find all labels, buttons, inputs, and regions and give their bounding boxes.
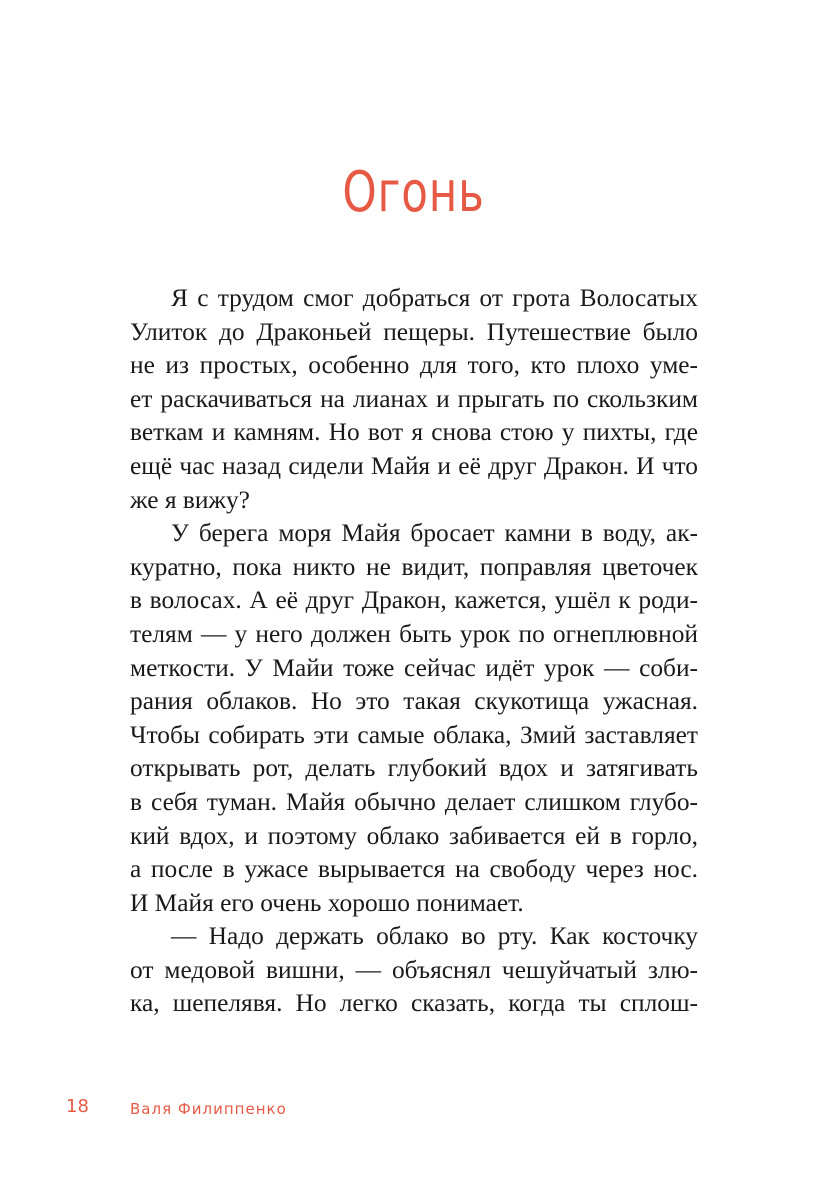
text-line: — Надо держать облако во рту. Как косточку bbox=[171, 922, 698, 951]
text-line: ка, шепелявя. Но легко сказать, когда ты сплош- bbox=[130, 989, 698, 1018]
author-name: Валя Филиппенко bbox=[130, 1100, 287, 1118]
text-line: веткам и камням. Но вот я снова стою у пихты, где bbox=[130, 418, 698, 447]
text-line: в волосах. А её друг Дракон, кажется, ушёл к роди- bbox=[130, 586, 698, 615]
text-line: меткости. У Майи тоже сейчас идёт урок — соби- bbox=[130, 653, 698, 682]
text-line: от медовой вишни, — объяснял чешуйчатый злю- bbox=[130, 955, 698, 984]
text-line: же я вижу? bbox=[130, 485, 250, 514]
text-line: Чтобы собирать эти самые облака, Змий заставляет bbox=[130, 720, 698, 749]
text-line: не из простых, особенно для того, кто плохо уме- bbox=[130, 351, 698, 380]
body-text bbox=[130, 282, 698, 1021]
text-line: И Майя его очень хорошо понимает. bbox=[130, 888, 524, 917]
text-line: ещё час назад сидели Майя и её друг Дракон. И что bbox=[130, 451, 698, 480]
text-line: У берега моря Майя бросает камни в воду, ак- bbox=[171, 519, 698, 548]
text-line: открывать рот, делать глубокий вдох и затягивать bbox=[130, 754, 698, 783]
text-line: куратно, пока никто не видит, поправляя цветочек bbox=[130, 552, 698, 581]
text-line: Я с трудом смог добраться от грота Волосатых bbox=[171, 284, 698, 312]
text-line: а после в ужасе вырывается на свободу через нос. bbox=[130, 855, 698, 884]
text-line: кий вдох, и поэтому облако забивается ей в горло, bbox=[130, 821, 698, 850]
text-line: в себя туман. Майя обычно делает слишком глубо- bbox=[130, 787, 698, 816]
text-line: Улиток до Драконьей пещеры. Путешествие было bbox=[130, 317, 698, 346]
text-line: ет раскачиваться на лианах и прыгать по скользким bbox=[130, 384, 698, 413]
chapter-title: Огонь bbox=[342, 160, 485, 225]
page-number: 18 bbox=[66, 1096, 89, 1117]
text-line: рания облаков. Но это такая скукотища ужасная. bbox=[130, 687, 698, 716]
text-line: телям — у него должен быть урок по огнеплювной bbox=[130, 619, 698, 648]
